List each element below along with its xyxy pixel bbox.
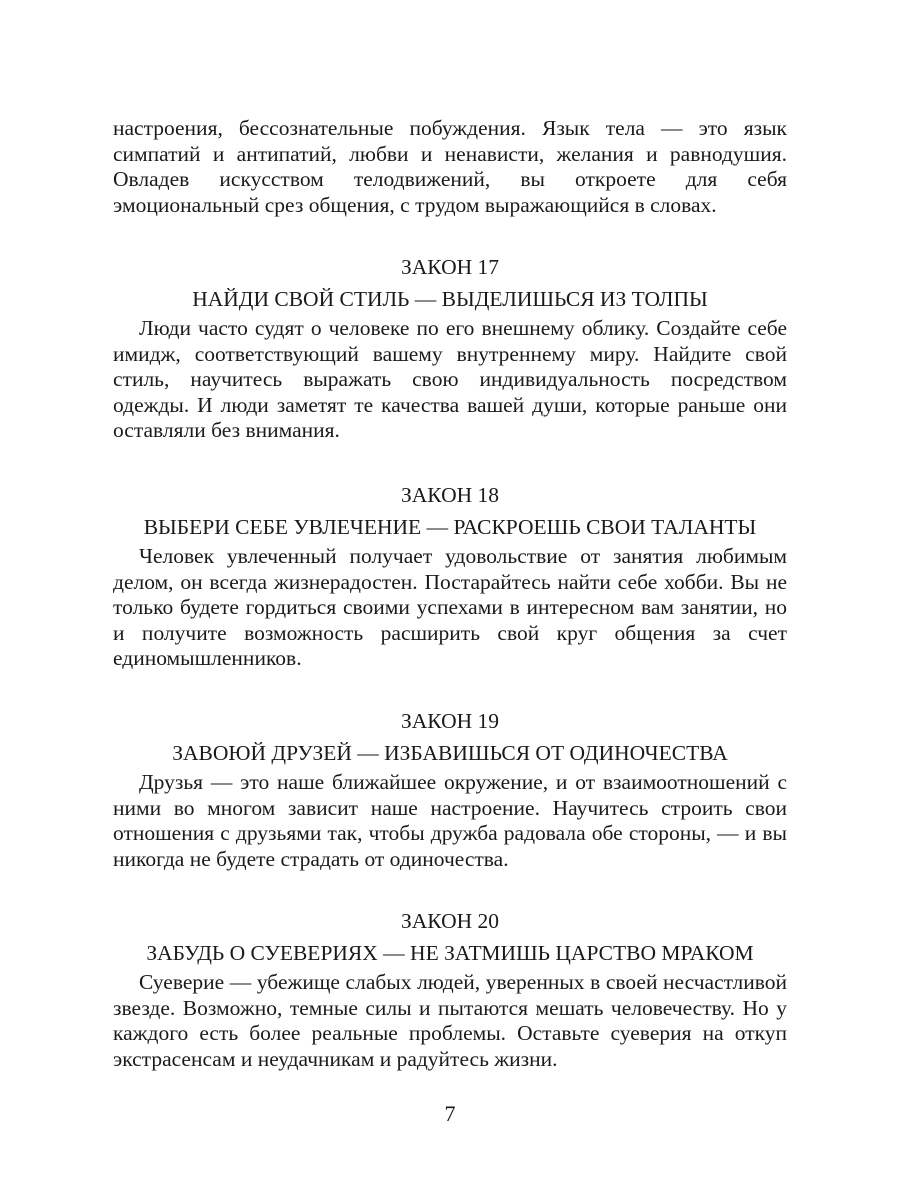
law-18-section xyxy=(113,482,787,672)
intro-paragraph: настроения, бессознательные побуждения. Язык тела — это язык симпатий и антипатий, любви и ненависти, желания и равнодушия. Овладев искусством телодвижений, вы откроете для себя эмоциональный срез общения, с трудом выражающийся в словах. xyxy=(113,116,787,217)
law-18-text: Человек увлеченный получает удовольствие от занятия любимым делом, он всегда жизнерадостен. Постарайтесь найти себе хобби. Вы не только будете гордиться своими успехами в интересном вам занятии, но и получите возможность расширить свой круг общения за счет единомышленников. xyxy=(113,544,787,671)
law-17-text: Люди часто судят о человеке по его внешнему облику. Создайте себе имидж, соответствующий вашему внутреннему миру. Найдите свой стиль, научитесь выражать свою индивидуальность посредством одежды. И люди заметят те качества вашей души, которые раньше они оставляли без внимания. xyxy=(113,316,787,443)
law-19-section xyxy=(113,708,787,872)
law-20-title: ЗАБУДЬ О СУЕВЕРИЯХ — НЕ ЗАТМИШЬ ЦАРСТВО МРАКОМ xyxy=(146,941,754,965)
law-19-number: ЗАКОН 19 xyxy=(400,709,500,733)
law-17-title: НАЙДИ СВОЙ СТИЛЬ — ВЫДЕЛИШЬСЯ ИЗ ТОЛПЫ xyxy=(192,287,708,311)
law-19-title: ЗАВОЮЙ ДРУЗЕЙ — ИЗБАВИШЬСЯ ОТ ОДИНОЧЕСТВА xyxy=(172,741,728,765)
law-20-section xyxy=(113,908,787,1072)
law-20-text: Суеверие — убежище слабых людей, уверенных в своей несчастливой звезде. Возможно, темные силы и пытаются мешать человечеству. Но у каждого есть более реальные проблемы. Оставьте суеверия на откуп экстрасенсам и неудачникам и радуйтесь жизни. xyxy=(113,970,787,1071)
law-17-section xyxy=(113,254,787,444)
law-17-number: ЗАКОН 17 xyxy=(400,255,500,279)
law-18-title: ВЫБЕРИ СЕБЕ УВЛЕЧЕНИЕ — РАСКРОЕШЬ СВОИ ТАЛАНТЫ xyxy=(143,515,757,539)
law-20-number: ЗАКОН 20 xyxy=(400,909,500,933)
page-number: 7 xyxy=(444,1101,456,1126)
law-19-text: Друзья — это наше ближайшее окружение, и от взаимоотношений с ними во многом зависит наше настроение. Научитесь строить свои отношения с друзьями так, чтобы дружба радовала обе стороны, — и вы никогда не будете страдать от одиночества. xyxy=(113,770,787,871)
law-18-number: ЗАКОН 18 xyxy=(400,483,500,507)
